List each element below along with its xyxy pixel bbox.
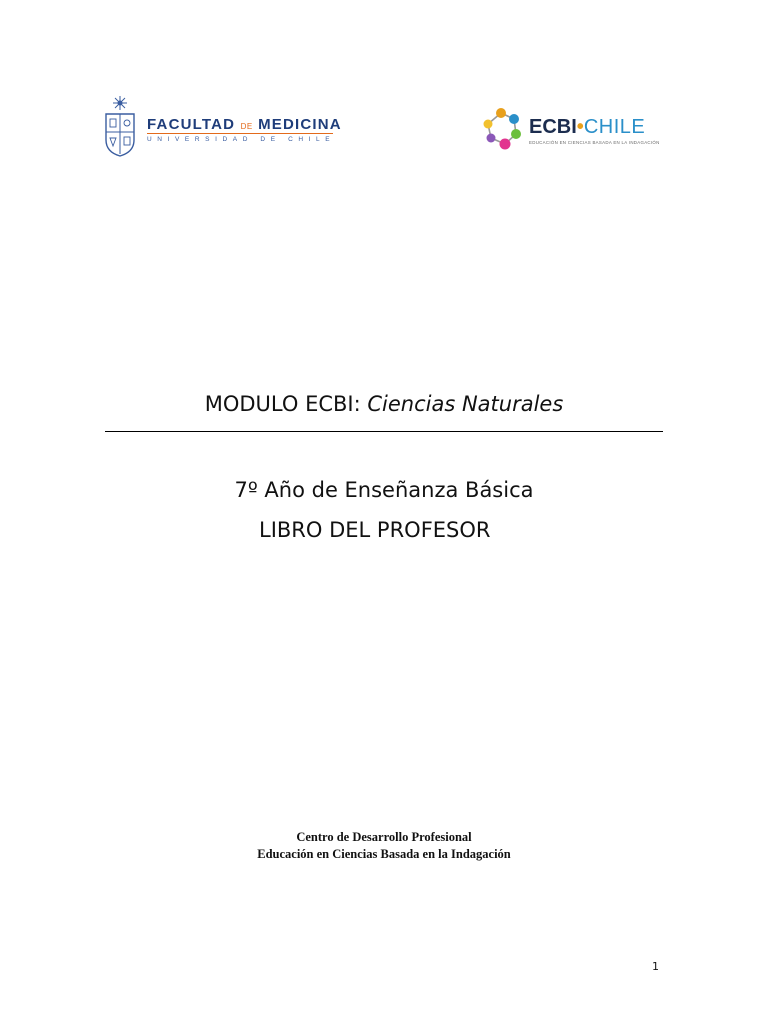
grade-level: 7º Año de Enseñanza Básica: [234, 478, 534, 502]
title-rule: [105, 431, 663, 432]
module-title-prefix: MODULO ECBI:: [204, 392, 368, 416]
university-crest-icon: [103, 94, 137, 158]
ecbi-wordmark: ECBI•CHILE: [529, 116, 646, 138]
module-title-subject: Ciencias Naturales: [367, 392, 564, 416]
page-number: 1: [652, 960, 659, 973]
facultad-title: FACULTAD DE MEDICINA: [147, 116, 342, 133]
footer-program-name: Educación en Ciencias Basada en la Indagación: [257, 847, 511, 861]
module-title: [0, 392, 768, 416]
facultad-subtitle: UNIVERSIDAD DE CHILE: [147, 136, 336, 143]
ecbi-molecule-icon: [481, 106, 525, 152]
ecbi-tagline: EDUCACIÓN EN CIENCIAS BASADA EN LA INDAGACIÓN: [529, 140, 660, 145]
facultad-divider: [147, 133, 333, 134]
footer-center-name: Centro de Desarrollo Profesional: [296, 830, 472, 844]
book-type: LIBRO DEL PROFESOR: [259, 518, 491, 542]
facultad-medicina-logo: [103, 94, 342, 158]
ecbi-chile-logo: [481, 106, 661, 156]
